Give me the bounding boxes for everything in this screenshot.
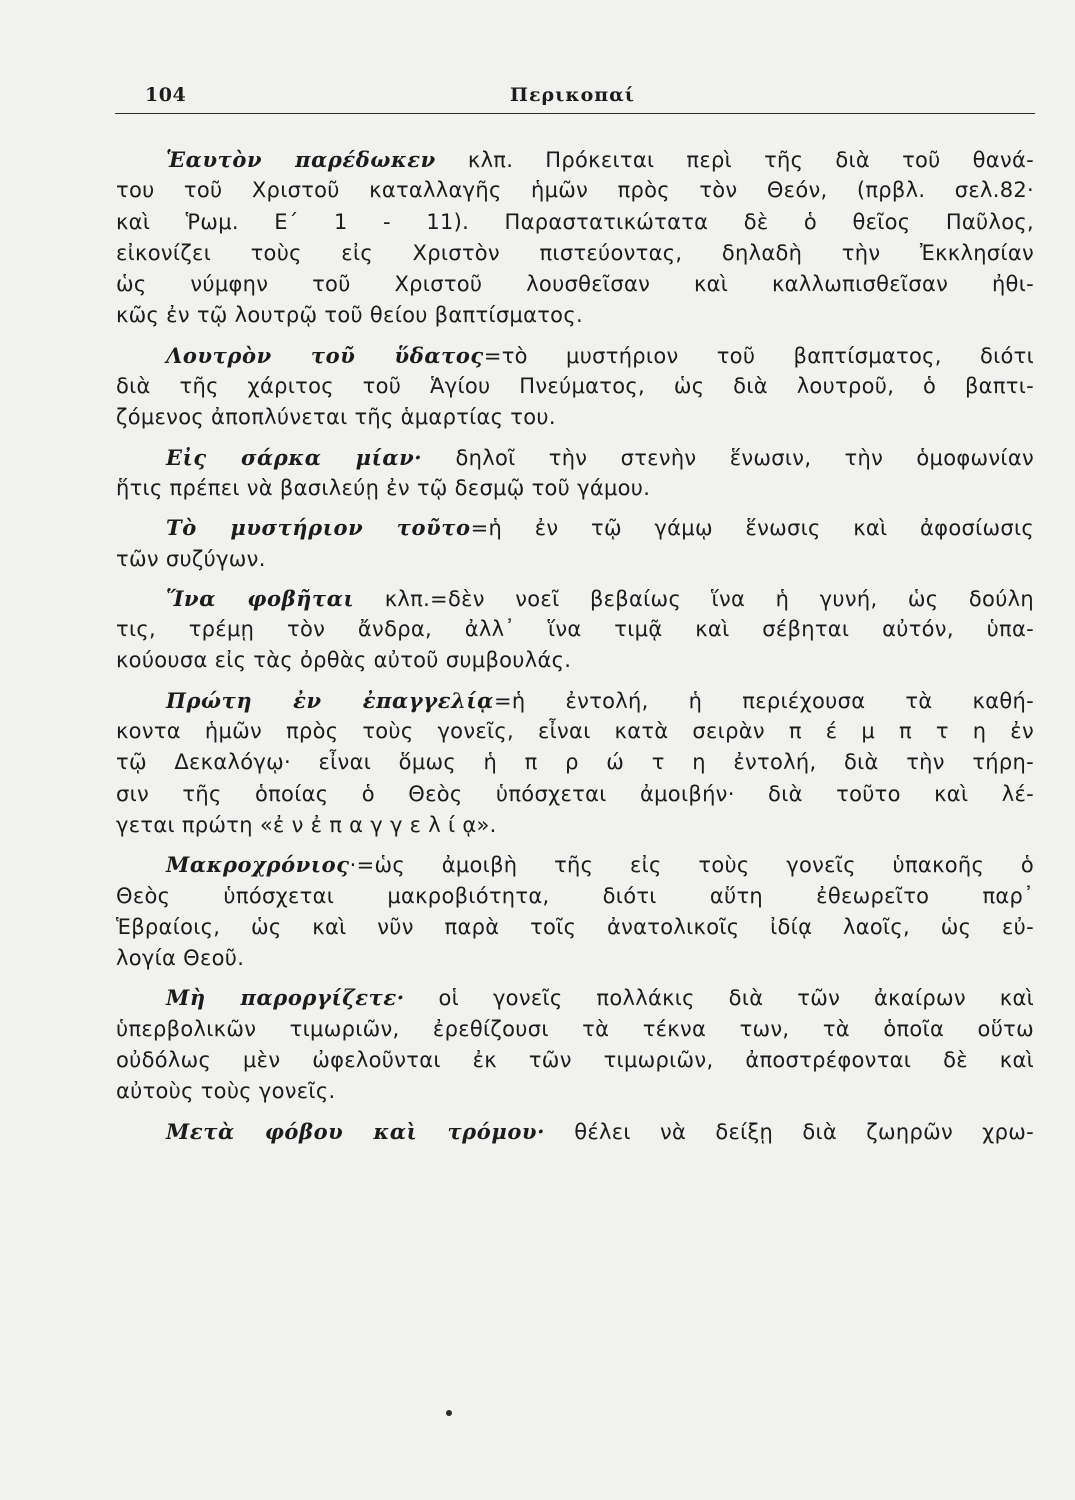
text-line: ἥτις πρέπει νὰ βασιλεύῃ ἐν τῷ δεσμῷ τοῦ γάμου. [116, 475, 651, 500]
text-line: αὐτοὺς τοὺς γονεῖς. [116, 1079, 336, 1104]
commentary-entry [116, 512, 1034, 575]
text-line: τῶν συζύγων. [116, 546, 266, 571]
commentary-entry [116, 340, 1034, 434]
text-line [116, 442, 1034, 473]
header-rule [115, 113, 1035, 114]
entry-term: Εἰς σάρκα μίαν· [166, 444, 423, 470]
entry-term: Λουτρὸν τοῦ ὕδατος [166, 342, 484, 368]
entry-text: =τὸ μυστήριον τοῦ βαπτίσματος, διότι [483, 343, 1034, 368]
text-line: γεται πρώτη «ἐ ν ἐ π α γ γ ε λ ί ᾳ». [116, 812, 497, 837]
running-head-title: Περικοπαί [510, 84, 635, 106]
entry-text: ·=ὡς ἀμοιβὴ τῆς εἰς τοὺς γονεῖς ὑπακοῆς ὁ [349, 853, 1034, 878]
entry-term: Ἵνα φοβῆται [166, 585, 355, 611]
text-line: εἰκονίζει τοὺς εἰς Χριστὸν πιστεύοντας, δηλαδὴ τὴν Ἐκκλησίαν [116, 240, 1034, 265]
entry-text: =ἡ ἐντολή, ἡ περιέχουσα τὰ καθή- [493, 688, 1035, 713]
text-line: οὐδόλως μὲν ὠφελοῦνται ἐκ τῶν τιμωριῶν, ἀποστρέφονται δὲ καὶ [116, 1048, 1034, 1073]
commentary-text [116, 144, 1034, 1147]
footer-mark [446, 1410, 452, 1416]
commentary-entry [116, 583, 1034, 677]
text-line: ὑπερβολικῶν τιμωριῶν, ἐρεθίζουσι τὰ τέκνα των, τὰ ὁποῖα οὕτω [116, 1016, 1034, 1041]
entry-term: Τὸ μυστήριον τοῦτο [166, 515, 471, 541]
text-line: του τοῦ Χριστοῦ καταλλαγῆς ἡμῶν πρὸς τὸν Θεόν, (πρβλ. σελ.82· [116, 178, 1034, 203]
entry-term: Μετὰ φόβου καὶ τρόμου· [166, 1118, 546, 1144]
text-line: κῶς ἐν τῷ λουτρῷ τοῦ θείου βαπτίσματος. [116, 303, 583, 328]
entry-text: οἱ γονεῖς πολλάκις διὰ τῶν ἀκαίρων καὶ [404, 986, 1035, 1011]
text-line: τῷ Δεκαλόγῳ· εἶναι ὅμως ἡ π ρ ώ τ η ἐντολή, διὰ τὴν τήρη- [116, 750, 1034, 775]
commentary-entry [116, 442, 1034, 505]
text-line: ζόμενος ἀποπλύνεται τῆς ἁμαρτίας του. [116, 405, 556, 430]
text-line: Θεὸς ὑπόσχεται μακροβιότητα, διότι αὕτη ἐθεωρεῖτο παρ᾽ [116, 883, 1034, 908]
entry-term: Μακροχρόνιος [166, 852, 350, 878]
page-number: 104 [145, 84, 187, 106]
text-line [116, 144, 1034, 175]
entry-text: κλπ.=δὲν νοεῖ βεβαίως ἵνα ἡ γυνή, ὡς δούλη [354, 586, 1034, 611]
commentary-entry [116, 982, 1034, 1107]
entry-term: Πρώτη ἐν ἐπαγγελίᾳ [166, 687, 494, 713]
text-line [116, 583, 1034, 614]
text-line: λογία Θεοῦ. [116, 946, 245, 971]
commentary-entry [116, 144, 1034, 332]
entry-term: Μὴ παροργίζετε· [166, 985, 405, 1011]
text-line: σιν τῆς ὁποίας ὁ Θεὸς ὑπόσχεται ἀμοιβήν· διὰ τοῦτο καὶ λέ- [116, 781, 1034, 806]
running-head [115, 84, 1035, 118]
entry-term: Ἑαυτὸν παρέδωκεν [166, 147, 436, 172]
entry-text: δηλοῖ τὴν στενὴν ἕνωσιν, τὴν ὁμοφωνίαν [422, 445, 1034, 470]
entry-text: =ἡ ἐν τῷ γάμῳ ἕνωσις καὶ ἀφοσίωσις [470, 516, 1035, 541]
commentary-entry [116, 685, 1034, 841]
text-line [116, 340, 1034, 371]
commentary-entry [116, 1116, 1034, 1147]
text-line: κούουσα εἰς τὰς ὀρθὰς αὐτοῦ συμβουλάς. [116, 648, 572, 673]
text-line [116, 1116, 1034, 1147]
text-line: τις, τρέμῃ τὸν ἄνδρα, ἀλλ᾽ ἵνα τιμᾷ καὶ σέβηται αὐτόν, ὑπα- [116, 617, 1034, 642]
entry-text: κλπ. Πρόκειται περὶ τῆς διὰ τοῦ θανά- [435, 148, 1034, 172]
text-line: ὡς νύμφην τοῦ Χριστοῦ λουσθεῖσαν καὶ καλλωπισθεῖσαν ἠθι- [116, 272, 1034, 297]
text-line: καὶ Ῥωμ. Ε΄ 1 - 11). Παραστατικώτατα δὲ ὁ θεῖος Παῦλος, [116, 209, 1034, 234]
text-line [116, 982, 1034, 1013]
commentary-entry [116, 849, 1034, 974]
text-line: Ἑβραίοις, ὡς καὶ νῦν παρὰ τοῖς ἀνατολικοῖς ἰδίᾳ λαοῖς, ὡς εὐ- [116, 914, 1034, 939]
text-line: κοντα ἡμῶν πρὸς τοὺς γονεῖς, εἶναι κατὰ σειρὰν π έ μ π τ η ἐν [116, 719, 1034, 744]
entry-text: θέλει νὰ δείξῃ διὰ ζωηρῶν χρω- [545, 1119, 1035, 1144]
text-line [116, 849, 1034, 880]
text-line [116, 685, 1034, 716]
text-line [116, 512, 1034, 543]
text-line: διὰ τῆς χάριτος τοῦ Ἁγίου Πνεύματος, ὡς διὰ λουτροῦ, ὁ βαπτι- [116, 374, 1034, 399]
